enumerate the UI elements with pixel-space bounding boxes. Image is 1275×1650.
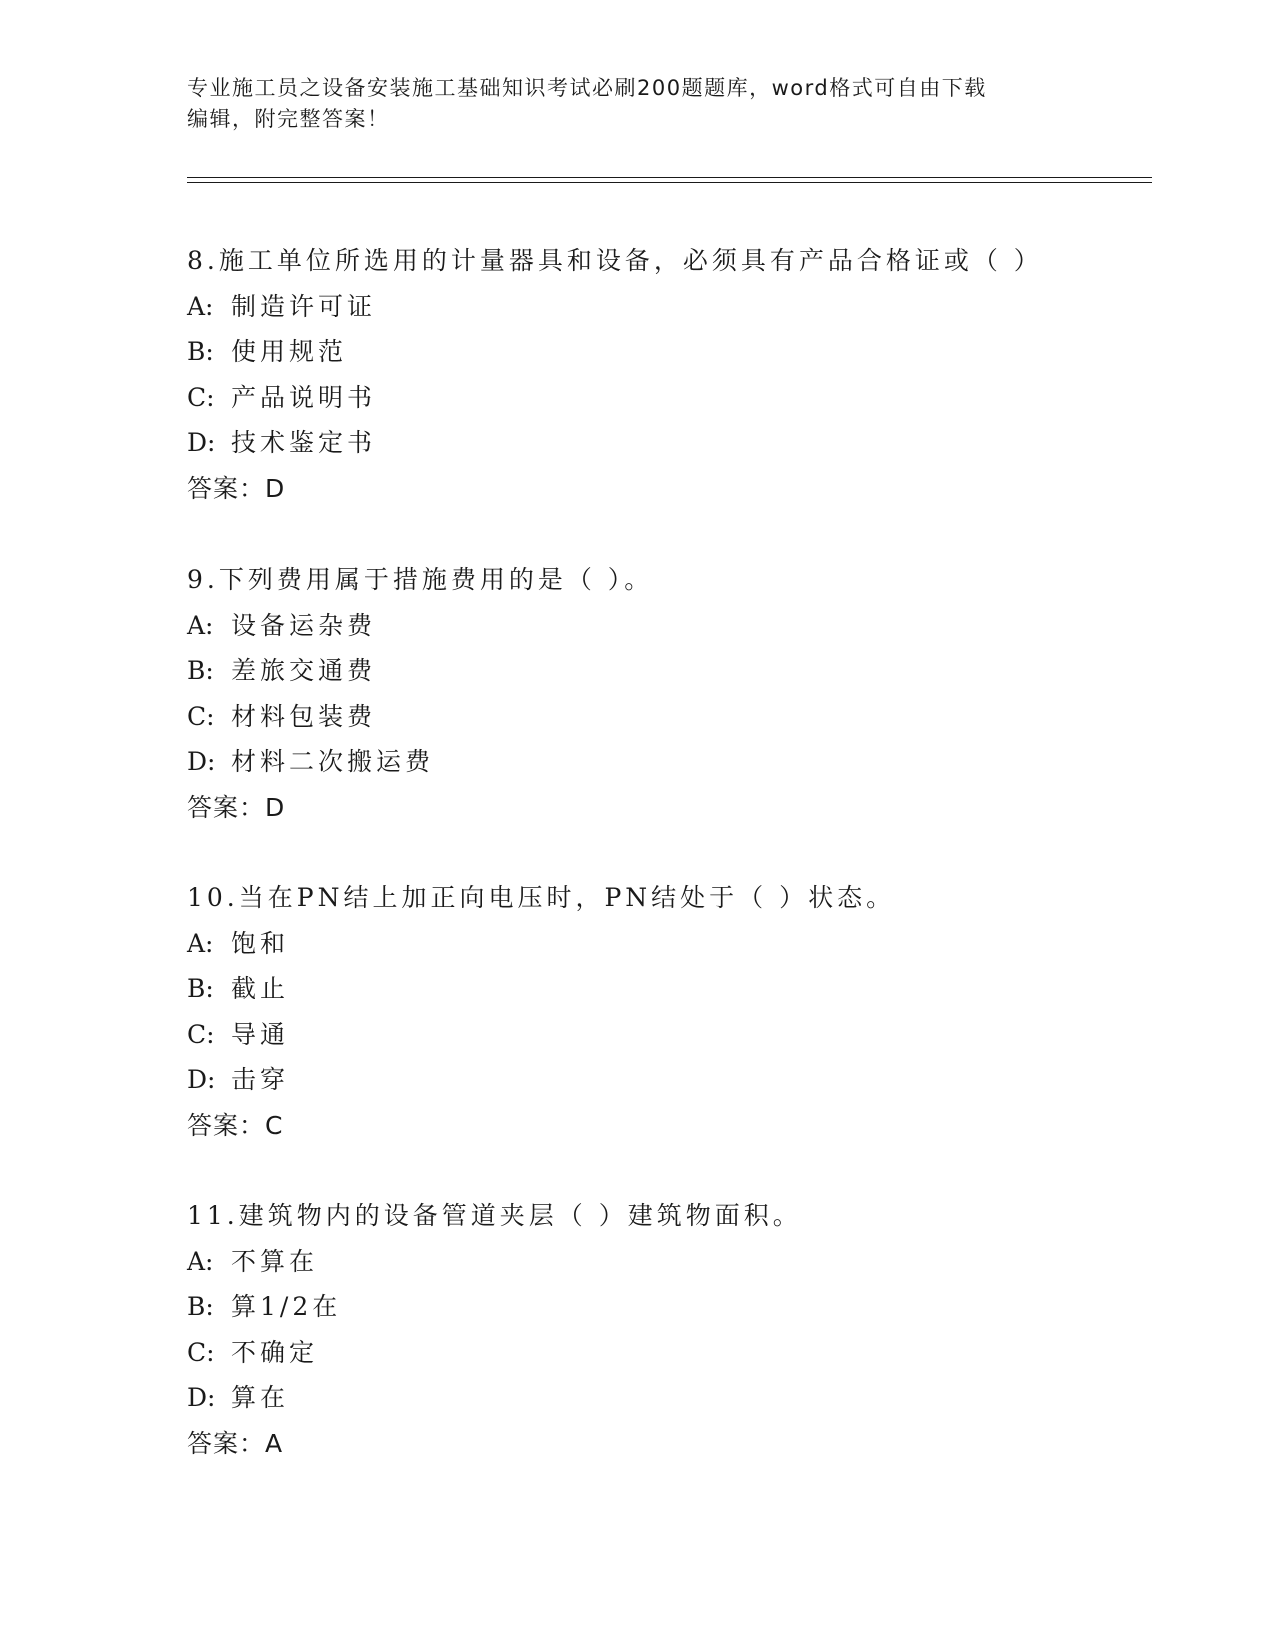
option-text: 击穿 <box>231 1065 290 1094</box>
option-d <box>187 739 1147 785</box>
option-c <box>187 1330 1147 1376</box>
question-11 <box>187 1193 1147 1466</box>
option-key: B: <box>187 656 214 685</box>
header-divider-top <box>187 177 1152 178</box>
option-key: D: <box>187 747 216 776</box>
option-key: C: <box>187 382 215 412</box>
option-key: A: <box>187 610 214 640</box>
option-b <box>187 648 1147 694</box>
answer-line: 答案：D <box>187 792 286 822</box>
option-key: D: <box>187 428 216 457</box>
option-a <box>187 1239 1147 1285</box>
answer-line: 答案：C <box>187 1110 284 1140</box>
option-b <box>187 966 1147 1012</box>
option-key: B: <box>187 337 214 366</box>
option-a <box>187 921 1147 967</box>
option-text: 算1/2在 <box>231 1292 342 1321</box>
option-text: 材料二次搬运费 <box>231 747 435 776</box>
option-c <box>187 375 1147 421</box>
option-b <box>187 1284 1147 1330</box>
question-8 <box>187 238 1147 511</box>
option-key: A: <box>187 291 214 321</box>
question-stem: 9.下列费用属于措施费用的是（ ）。 <box>187 565 654 594</box>
option-key: C: <box>187 1337 215 1367</box>
document-header <box>187 73 1087 135</box>
question-stem: 10.当在PN结上加正向电压时，PN结处于（ ）状态。 <box>187 883 896 912</box>
option-text: 材料包装费 <box>231 701 377 731</box>
option-text: 截止 <box>231 974 290 1003</box>
option-text: 饱和 <box>231 928 290 958</box>
option-d <box>187 1375 1147 1421</box>
answer-line: 答案：D <box>187 473 286 503</box>
option-text: 设备运杂费 <box>231 610 377 640</box>
option-text: 差旅交通费 <box>231 656 377 685</box>
option-text: 制造许可证 <box>231 291 377 321</box>
option-c <box>187 1012 1147 1058</box>
option-d <box>187 420 1147 466</box>
header-title-line-2: 编辑，附完整答案！ <box>187 107 390 131</box>
option-key: C: <box>187 701 215 731</box>
question-stem: 11.建筑物内的设备管道夹层（ ）建筑物面积。 <box>187 1201 802 1230</box>
option-text: 不确定 <box>231 1337 319 1367</box>
header-divider-bottom <box>187 182 1152 183</box>
header-title-line-1: 专业施工员之设备安装施工基础知识考试必刷200题题库，word格式可自由下载 <box>187 76 987 100</box>
option-key: A: <box>187 1246 214 1276</box>
option-key: D: <box>187 1065 216 1094</box>
option-text: 不算在 <box>231 1246 319 1276</box>
question-10 <box>187 875 1147 1148</box>
option-a <box>187 284 1147 330</box>
option-key: C: <box>187 1019 215 1049</box>
option-key: B: <box>187 1292 214 1321</box>
option-text: 技术鉴定书 <box>231 428 377 457</box>
option-key: A: <box>187 928 214 958</box>
option-text: 产品说明书 <box>231 382 377 412</box>
option-d <box>187 1057 1147 1103</box>
option-text: 算在 <box>231 1383 290 1412</box>
option-a <box>187 603 1147 649</box>
option-c <box>187 694 1147 740</box>
question-9 <box>187 557 1147 830</box>
question-stem: 8.施工单位所选用的计量器具和设备，必须具有产品合格证或（ ） <box>187 246 1043 275</box>
option-key: B: <box>187 974 214 1003</box>
answer-line: 答案：A <box>187 1428 284 1458</box>
option-text: 使用规范 <box>231 337 348 366</box>
option-b <box>187 329 1147 375</box>
option-text: 导通 <box>231 1019 290 1049</box>
option-key: D: <box>187 1383 216 1412</box>
